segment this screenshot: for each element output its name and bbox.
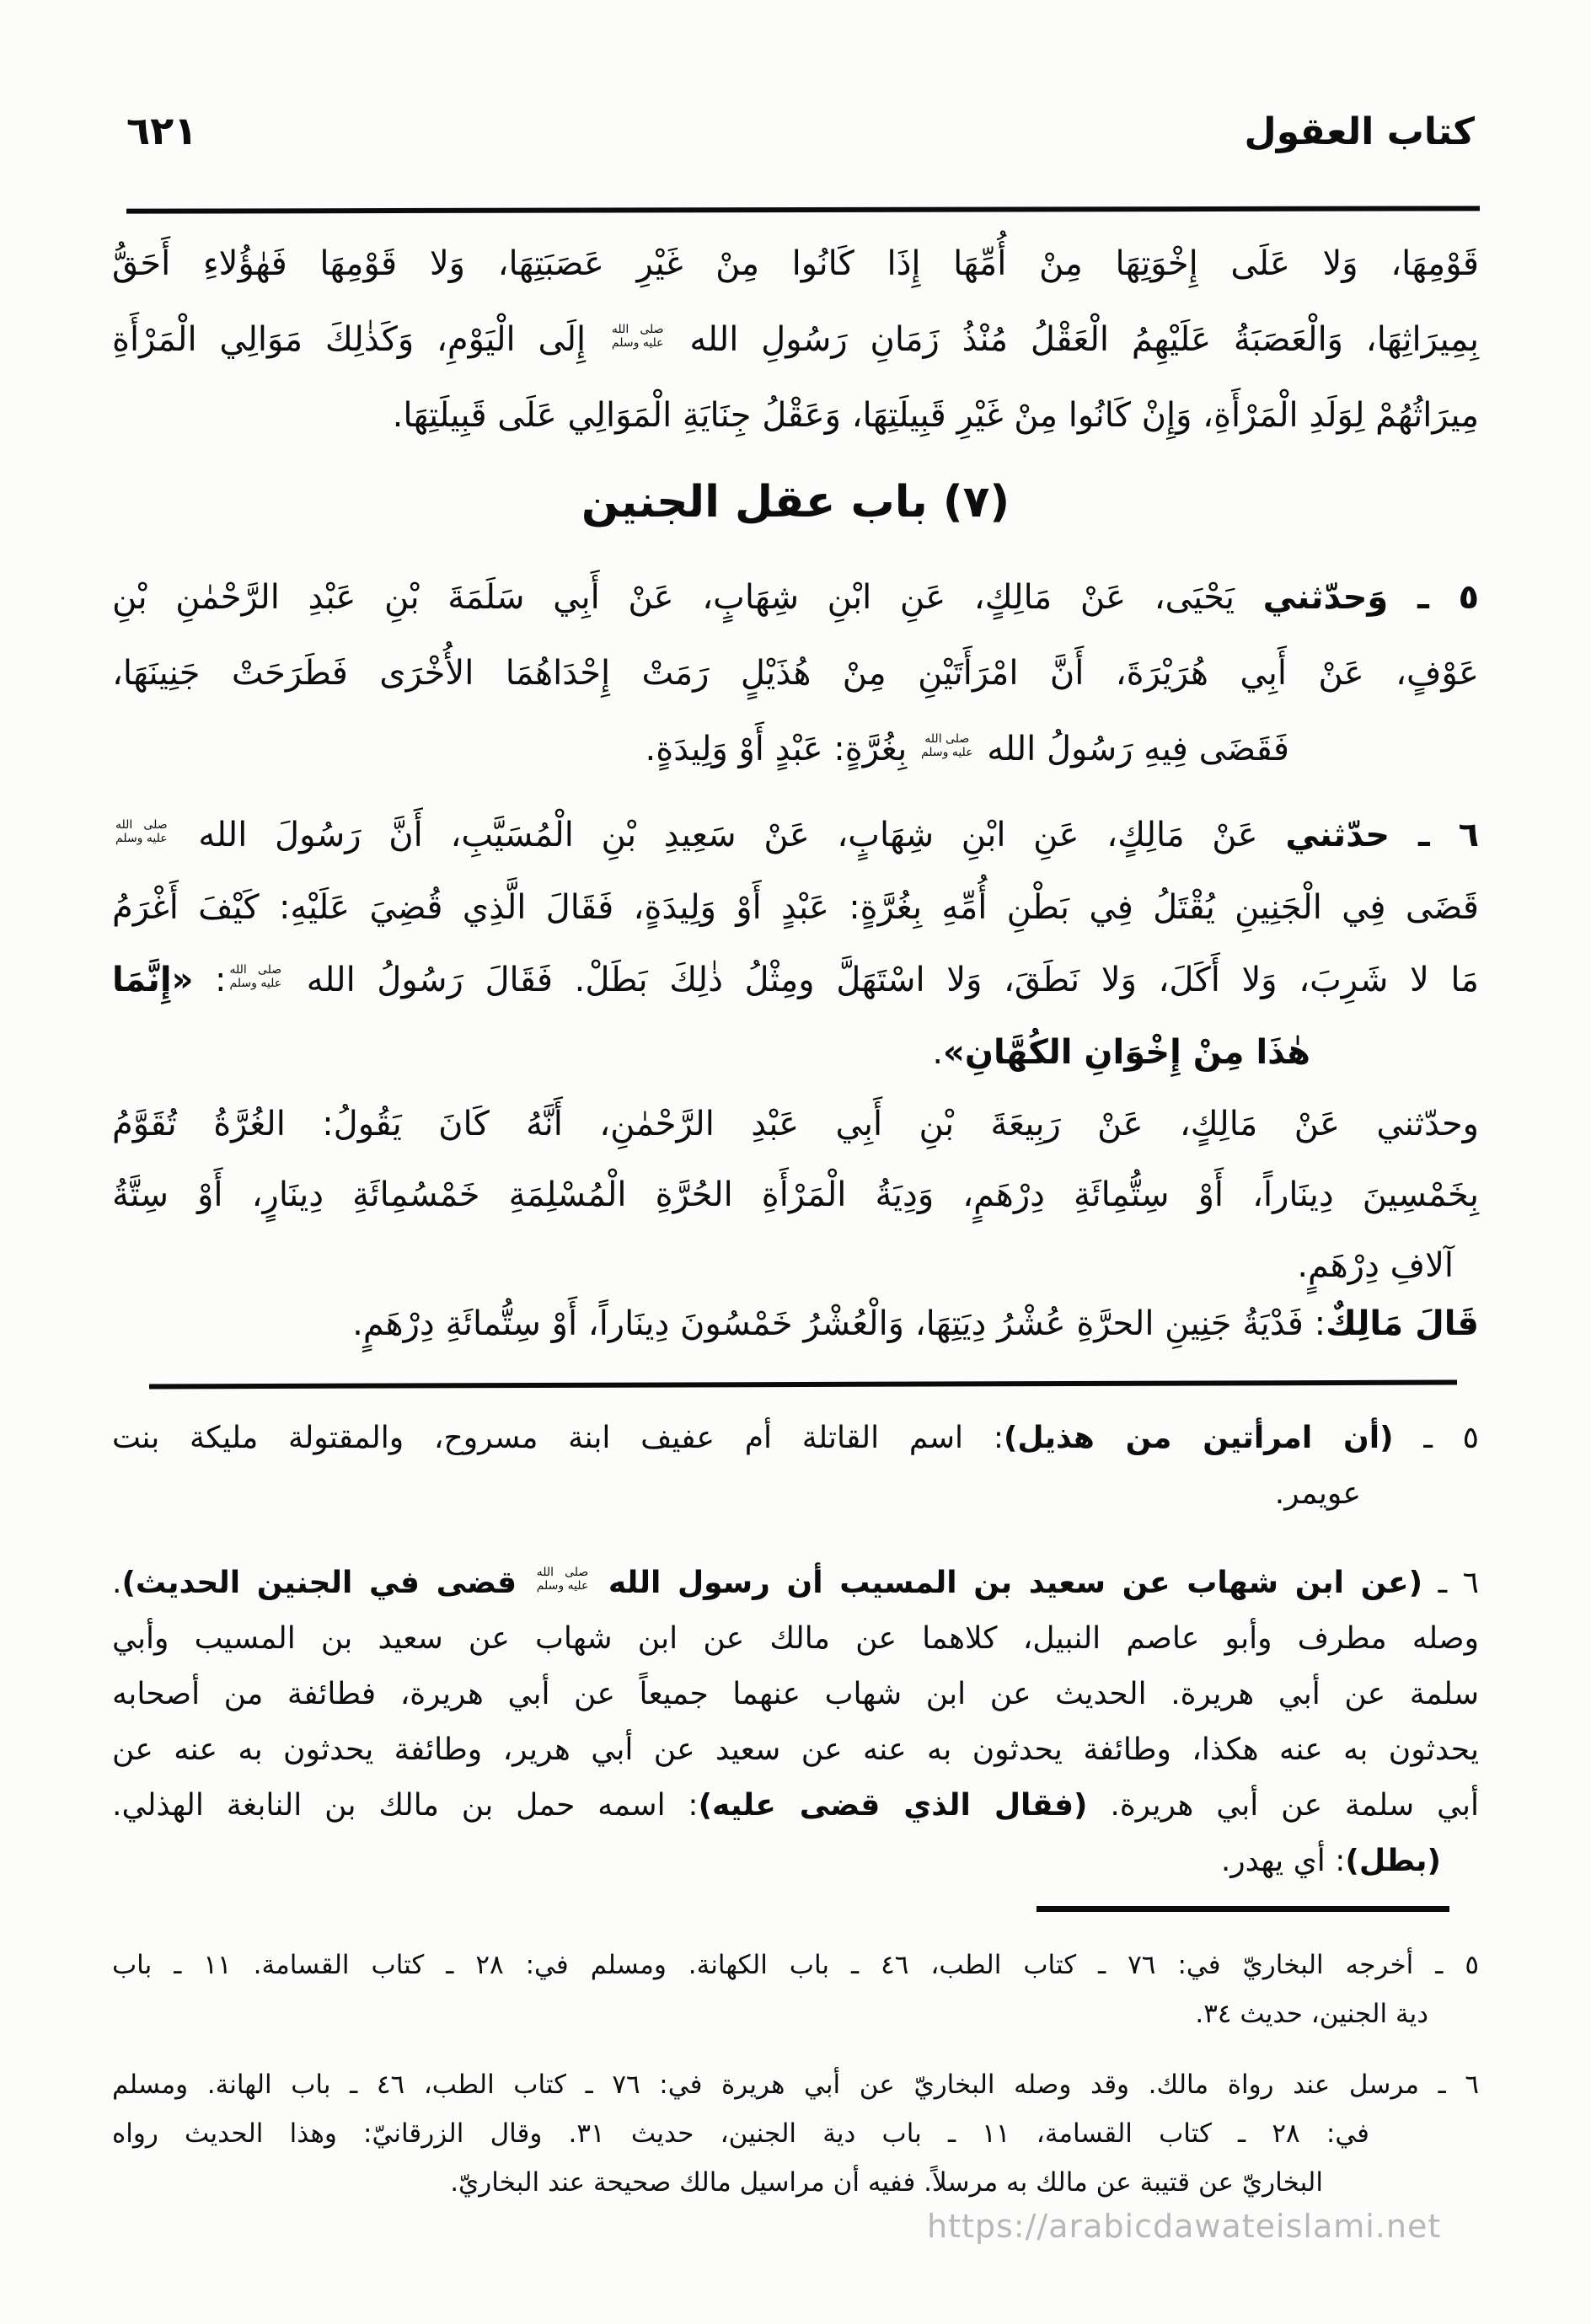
paragraph-p4: [112, 1089, 1479, 1301]
text-segment: ٦ ـ مرسل عند رواة مالك. وقد وصله البخاريّ عن أبي هريرة في: ٧٦ ـ كتاب الطب، ٤٦ ـ باب الهانة. ومسلم: [112, 2070, 1479, 2100]
paragraph-t6: [112, 2060, 1479, 2207]
emphasis-text: (أن امرأتين من هذيل): [1003, 1421, 1394, 1455]
emphasis-text: (بطل): [1345, 1844, 1441, 1878]
text-line: [112, 2158, 1479, 2207]
text-line: [112, 1556, 1479, 1611]
text-line: [112, 1611, 1479, 1667]
text-segment: : فَدْيَةُ جَنِينِ الحرَّةِ عُشْرُ دِيَتِهَا، وَالْعُشْرُ خَمْسُونَ دِينَاراً، أَوْ سِتُّمائَةِ دِرْهَمٍ.: [352, 1304, 1326, 1343]
text-segment: مِيرَاثُهُمْ لِوَلَدِ الْمَرْأَةِ، وَإِنْ كَانُوا مِنْ غَيْرِ قَبِيلَتِهَا، وَعَقْلُ جِنَايَةِ الْمَوَالِي عَلَى قَبِيلَتِهَا.: [392, 396, 1479, 435]
text-segment: في: ٢٨ ـ كتاب القسامة، ١١ ـ باب دية الجنين، حديث ٣١. وقال الزرقانيّ: وهذا الحديث رواه: [112, 2118, 1369, 2149]
text-segment: : اسم القاتلة أم عفيف ابنة مسروح، والمقتولة مليكة بنت: [112, 1421, 1004, 1455]
text-line: [112, 2109, 1479, 2158]
page-header: [126, 108, 1475, 153]
commentary-notes: [112, 1411, 1479, 1889]
text-line: [112, 1089, 1479, 1159]
text-line: [112, 560, 1479, 635]
text-segment: بِغُرَّةٍ: عَبْدٍ أَوْ وَلِيدَةٍ.: [645, 730, 918, 768]
text-line: [112, 1667, 1479, 1722]
takhrij-separator: [1037, 1906, 1449, 1912]
text-line: [112, 378, 1479, 453]
watermark-url: https://arabicdawateislami.net: [927, 2208, 1442, 2245]
text-line: [112, 1989, 1479, 2038]
text-line: [112, 711, 1479, 787]
text-segment: .: [932, 1033, 944, 1072]
text-line: [112, 226, 1479, 302]
text-segment: عويمر.: [1274, 1476, 1361, 1511]
emphasis-text: قضى في الجنين الحديث): [121, 1566, 533, 1600]
paragraph-f5: [112, 1411, 1479, 1522]
paragraph-p5: [112, 1291, 1479, 1357]
page-content: [112, 226, 1479, 2207]
text-line: [112, 1778, 1479, 1834]
text-line: [112, 635, 1479, 711]
emphasis-text: ٥ ـ وَحدّثني: [1262, 578, 1480, 617]
text-segment: وحدّثني عَنْ مَالِكٍ، عَنْ رَبِيعَةَ بْنِ أَبِي عَبْدِ الرَّحْمٰنِ، أَنَّهُ كَانَ يَقُولُ: الغُرَّةُ تُقَوَّمُ: [112, 1105, 1479, 1143]
text-line: [112, 1941, 1479, 1989]
text-segment: فَقَضَى فِيهِ رَسُولُ الله: [976, 730, 1289, 768]
text-segment: قَوْمِهَا، وَلا عَلَى إِخْوَتِهَا مِنْ أُمِّهَا إِذَا كَانُوا مِنْ غَيْرِ عَصَبَتِهَا، وَلا قَوْمِهَا فَهٰؤُلاءِ أَحَقُّ: [112, 244, 1479, 283]
text-line: [112, 1016, 1479, 1089]
text-segment: مَا لا شَرِبَ، وَلا أَكَلَ، وَلا نَطَقَ، وَلا اسْتَهَلَّ ومِثْلُ ذٰلِكَ بَطَلْ. فَقَالَ رَسُولُ الله: [285, 961, 1479, 999]
chapter-heading: (٧) باب عقل الجنين: [581, 477, 1010, 527]
text-segment: ٥ ـ أخرجه البخاريّ في: ٧٦ ـ كتاب الطب، ٤٦ ـ باب الكهانة. ومسلم في: ٢٨ ـ كتاب القسامة. ١١ ـ باب: [112, 1950, 1479, 1980]
text-segment: .: [112, 1566, 122, 1600]
text-segment: إِلَى الْيَوْمِ، وَكَذٰلِكَ مَوَالِي الْمَرْأَةِ: [112, 320, 608, 359]
text-line: [112, 944, 1479, 1016]
text-segment: : أي يهدر.: [1220, 1844, 1346, 1878]
text-line: [112, 1411, 1479, 1466]
emphasis-text: (فقال الذي قضى عليه): [698, 1788, 1088, 1823]
chapter-heading-block: [112, 467, 1479, 538]
text-line: [112, 302, 1479, 378]
footnote-separator: [149, 1380, 1457, 1390]
text-segment: وصله مطرف وأبو عاصم النبيل، كلاهما عن مالك عن ابن شهاب عن سعيد بن المسيب وأبي: [112, 1621, 1479, 1656]
emphasis-text: هٰذَا مِنْ إِخْوَانِ الكُهَّانِ»: [943, 1033, 1310, 1072]
text-line: [112, 1722, 1479, 1778]
takhrij-notes: [112, 1941, 1479, 2207]
text-segment: يَحْيَى، عَنْ مَالِكٍ، عَنِ ابْنِ شِهَابٍ، عَنْ أَبِي سَلَمَةَ بْنِ عَبْدِ الرَّحْمٰنِ بْنِ: [112, 578, 1263, 617]
pbuh-symbol: صلى الله عليه وسلم: [115, 817, 168, 845]
text-line: [112, 871, 1479, 944]
text-segment: دية الجنين، حديث ٣٤.: [1195, 1999, 1428, 2029]
text-segment: سلمة عن أبي هريرة. الحديث عن ابن شهاب عنهما جميعاً عن أبي هريرة، فطائفة من أصحابه: [112, 1677, 1479, 1711]
text-line: [112, 1291, 1479, 1357]
text-segment: :: [193, 961, 227, 999]
emphasis-text: قَالَ مَالِكٌ: [1326, 1304, 1479, 1343]
emphasis-text: (عن ابن شهاب عن سعيد بن المسيب أن رسول الله: [592, 1566, 1423, 1600]
book-title: كتاب العقول: [1244, 110, 1475, 153]
paragraph-p1: [112, 226, 1479, 453]
text-segment: يحدثون به عنه هكذا، وطائفة يحدثون به عنه عن سعيد عن أبي هرير، وطائفة يحدثون به عنه عن: [112, 1732, 1479, 1767]
text-segment: أبي سلمة عن أبي هريرة.: [1087, 1788, 1480, 1823]
text-line: [112, 1159, 1479, 1230]
text-segment: ٦ ـ: [1422, 1566, 1479, 1600]
text-segment: : اسمه حمل بن مالك بن النابغة الهذلي.: [112, 1788, 699, 1823]
text-segment: ٥ ـ: [1393, 1421, 1480, 1455]
page-number: ٦٢١: [126, 108, 198, 153]
text-segment: بِمِيرَاثِهَا، وَالْعَصَبَةُ عَلَيْهِمُ الْعَقْلُ مُنْذُ زَمَانِ رَسُولِ الله: [667, 320, 1479, 359]
text-segment: البخاريّ عن قتيبة عن مالك به مرسلاً. ففيه أن مراسيل مالك صحيحة عند البخاريّ.: [450, 2167, 1323, 2198]
pbuh-symbol: صلى الله عليه وسلم: [920, 731, 973, 759]
emphasis-text: ٦ ـ حدّثني: [1285, 816, 1479, 854]
pbuh-symbol: صلى الله عليه وسلم: [229, 962, 282, 990]
emphasis-text: «إِنَّمَا: [112, 961, 194, 999]
pbuh-symbol: صلى الله عليه وسلم: [536, 1565, 589, 1593]
paragraph-p3: [112, 799, 1479, 1089]
main-text: [112, 226, 1479, 1357]
header-rule: [126, 206, 1480, 213]
text-segment: عَوْفٍ، عَنْ أَبِي هُرَيْرَةَ، أَنَّ امْرَأَتَيْنِ مِنْ هُذَيْلٍ رَمَتْ إِحْدَاهُمَا الأُخْرَى فَطَرَحَتْ جَنِينَهَا،: [112, 654, 1479, 693]
text-segment: قَضَى فِي الْجَنِينِ يُقْتَلُ فِي بَطْنِ أُمِّهِ بِغُرَّةٍ: عَبْدٍ أَوْ وَلِيدَةٍ، فَقَالَ الَّذِي قُضِيَ عَلَيْهِ: كَيْفَ أَغْرَمُ: [112, 888, 1479, 927]
paragraph-f6: [112, 1556, 1479, 1889]
text-line: [112, 1466, 1479, 1522]
text-segment: آلافِ دِرْهَمٍ.: [1297, 1246, 1454, 1285]
text-line: [112, 2060, 1479, 2109]
pbuh-symbol: صلى الله عليه وسلم: [611, 322, 664, 350]
paragraph-p2: [112, 560, 1479, 787]
paragraph-t5: [112, 1941, 1479, 2038]
text-segment: عَنْ مَالِكٍ، عَنِ ابْنِ شِهَابٍ، عَنْ سَعِيدِ بْنِ الْمُسَيَّبِ، أَنَّ رَسُولَ الله: [170, 816, 1286, 854]
text-segment: بِخَمْسِينَ دِينَاراً، أَوْ سِتُّمِائَةِ دِرْهَمٍ، وَدِيَةُ الْمَرْأَةِ الحُرَّةِ الْمُسْلِمَةِ خَمْسُمِائَةِ دِينَارٍ، أَوْ سِتَّةُ: [112, 1175, 1479, 1214]
text-line: [112, 1834, 1479, 1889]
text-line: [112, 799, 1479, 871]
